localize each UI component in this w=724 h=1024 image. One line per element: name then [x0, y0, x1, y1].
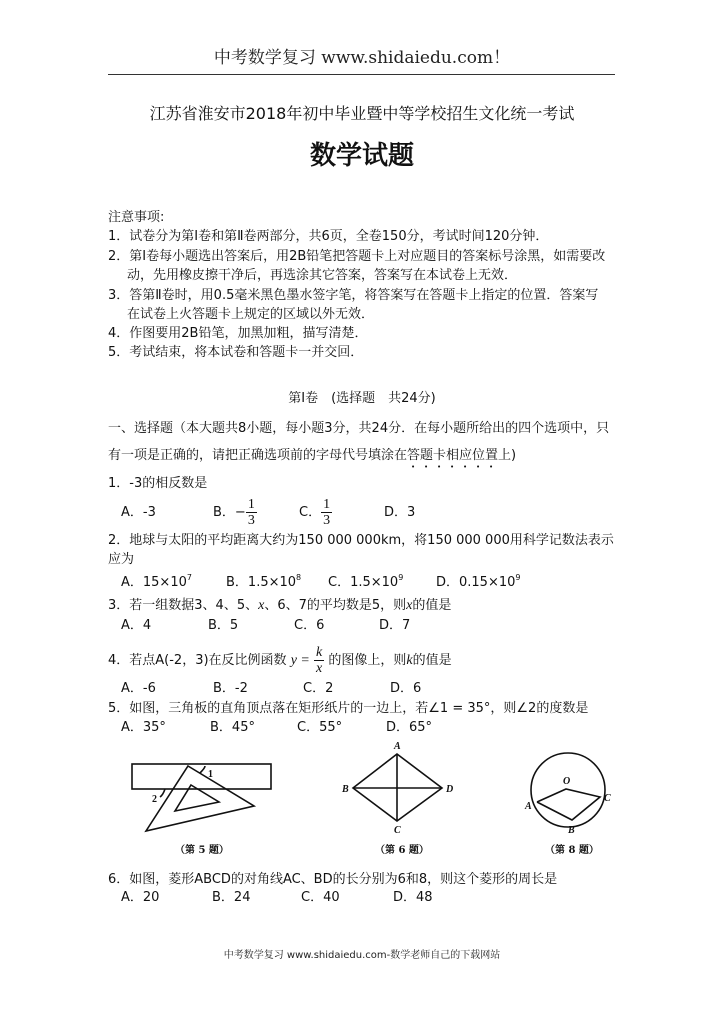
vertex-b: B	[342, 784, 349, 795]
quadrilateral-oabc	[537, 789, 600, 820]
numerator: 1	[323, 497, 331, 512]
exam-title: 江苏省淮安市2018年初中毕业暨中等学校招生文化统一考试	[149, 104, 575, 123]
rectangle-paper	[132, 764, 271, 789]
q4-option-d: D．6	[390, 681, 422, 696]
fraction	[314, 645, 324, 676]
notice-item: 4．作图要用2B铅笔，加黑加粗，描写清楚．	[108, 326, 368, 341]
q3-option-d: D．7	[379, 618, 411, 633]
value: D．0.15×10	[436, 575, 516, 590]
figures	[0, 735, 724, 865]
denominator: x	[316, 661, 323, 676]
equation: y =	[290, 653, 310, 668]
figure-6	[341, 741, 453, 856]
denominator: 3	[323, 513, 331, 528]
q1-option-a: A．-3	[121, 505, 156, 520]
instr-text: 有一项是正确的，请把正确选项前的字母代号填涂在	[108, 448, 408, 463]
text: 的图像上，则	[328, 653, 407, 668]
text: 4．若点A(-2，3)在反比例函数	[108, 653, 287, 668]
point-a: A	[525, 801, 532, 812]
numerator: k	[316, 645, 323, 660]
value: B．1.5×10	[226, 575, 297, 590]
q2-stem-cont: 应为	[108, 552, 135, 567]
vertex-a: A	[394, 741, 401, 752]
caption-fig6: （第 6 题）	[375, 845, 429, 856]
instr-text: 上)	[498, 448, 517, 463]
header-rule	[108, 74, 615, 75]
figure-5	[132, 764, 271, 856]
q3-stem	[108, 598, 451, 614]
point-c: C	[604, 793, 611, 804]
q2-option-b	[226, 570, 301, 591]
q2-option-c	[328, 570, 403, 591]
exponent: 9	[398, 573, 404, 582]
q1-option-b	[213, 497, 257, 529]
q3-option-c: C．6	[294, 618, 325, 633]
q5-option-a: A．35°	[121, 720, 166, 735]
q1-option-c	[299, 497, 332, 529]
notice-item: 5．考试结束，将本试卷和答题卡一并交回．	[108, 345, 364, 360]
part-instructions: 一、选择题（本大题共8小题，每小题3分，共24分．在每小题所给出的四个选项中，只	[108, 421, 610, 436]
q6-option-a: A．20	[121, 890, 160, 905]
q6-stem: 6．如图，菱形ABCD的对角线AC、BD的长分别为6和8，则这个菱形的周长是	[108, 872, 558, 887]
q5-option-b: B．45°	[210, 720, 255, 735]
label-2: 2	[152, 794, 157, 805]
denominator: 3	[247, 513, 255, 528]
q1-stem: 1．-3的相反数是	[108, 476, 208, 491]
section-heading: 第Ⅰ卷 (选择题 共24分)	[288, 391, 436, 406]
q4-option-b: B．-2	[213, 681, 248, 696]
q3-option-b: B．5	[208, 618, 239, 633]
point-o: O	[563, 776, 571, 787]
page-header: 中考数学复习 www.shidaiedu.com！	[213, 48, 511, 68]
triangle-outer	[146, 766, 254, 831]
text: 3．若一组数据3、4、5、	[108, 598, 259, 613]
fraction	[321, 497, 332, 528]
vertex-d: D	[446, 784, 454, 795]
sign: −	[234, 505, 246, 520]
q2-option-a	[121, 570, 192, 591]
numerator: 1	[247, 497, 255, 512]
q4-option-a: A．-6	[121, 681, 156, 696]
notice-item: 1．试卷分为第Ⅰ卷和第Ⅱ卷两部分，共6页，全卷150分，考试时间120分钟．	[108, 229, 549, 244]
label: C．	[299, 505, 322, 520]
label-1: 1	[208, 769, 213, 780]
exponent: 7	[186, 573, 192, 582]
var: x	[258, 598, 265, 613]
q6-option-c: C．40	[301, 890, 340, 905]
fraction	[246, 497, 257, 528]
text: 的值是	[412, 653, 452, 668]
q4-option-c: C．2	[303, 681, 334, 696]
figure-8	[524, 753, 611, 856]
q6-option-d: D．48	[393, 890, 433, 905]
angle-1-arc	[200, 766, 205, 773]
notice-item: 2．第Ⅰ卷每小题选出答案后，用2B铅笔把答题卡上对应题目的答案标号涂黑，如需要改	[108, 249, 606, 264]
var: k	[406, 653, 413, 668]
point-b: B	[568, 825, 575, 836]
label: B．	[213, 505, 235, 520]
q3-option-a: A．4	[121, 618, 152, 633]
q4-stem	[108, 645, 452, 677]
page-footer: 中考数学复习 www.shidaiedu.com-数学老师自己的下载网站	[223, 950, 501, 961]
part-instructions-2	[108, 448, 516, 471]
q5-option-c: C．55°	[297, 720, 343, 735]
angle-2-arc	[160, 789, 165, 797]
notice-heading: 注意事项:	[108, 210, 165, 225]
text: 的值是	[412, 598, 452, 613]
q2-stem: 2．地球与太阳的平均距离大约为150 000 000km，将150 000 000用科学记数法表示	[108, 533, 614, 548]
value: C．1.5×10	[328, 575, 399, 590]
notice-item: 在试卷上火答题卡上规定的区域以外无效．	[127, 307, 375, 322]
caption-fig8: （第 8 题）	[545, 845, 599, 856]
q1-option-d: D．3	[384, 505, 416, 520]
q5-option-d: D．65°	[386, 720, 433, 735]
vertex-c: C	[394, 825, 401, 836]
notice-item: 3．答第Ⅱ卷时，用0.5毫米黑色墨水签字笔，将答案写在答题卡上指定的位置．答案写	[108, 288, 599, 303]
var: x	[406, 598, 413, 613]
exponent: 8	[296, 573, 302, 582]
q5-stem: 5．如图，三角板的直角顶点落在矩形纸片的一边上，若∠1 = 35°，则∠2的度数是	[108, 701, 589, 716]
notice-item: 动，先用橡皮擦干净后，再选涂其它答案，答案写在本试卷上无效．	[127, 268, 518, 283]
q2-option-d	[436, 570, 520, 591]
value: A．15×10	[121, 575, 187, 590]
q6-option-b: B．24	[212, 890, 251, 905]
text: 、6、7的平均数是5，则	[264, 598, 407, 613]
exponent: 9	[515, 573, 521, 582]
caption-fig5: （第 5 题）	[175, 845, 229, 856]
exam-subtitle: 数学试题	[309, 141, 414, 171]
instr-emphasis: 答题卡相应位置	[407, 448, 499, 463]
